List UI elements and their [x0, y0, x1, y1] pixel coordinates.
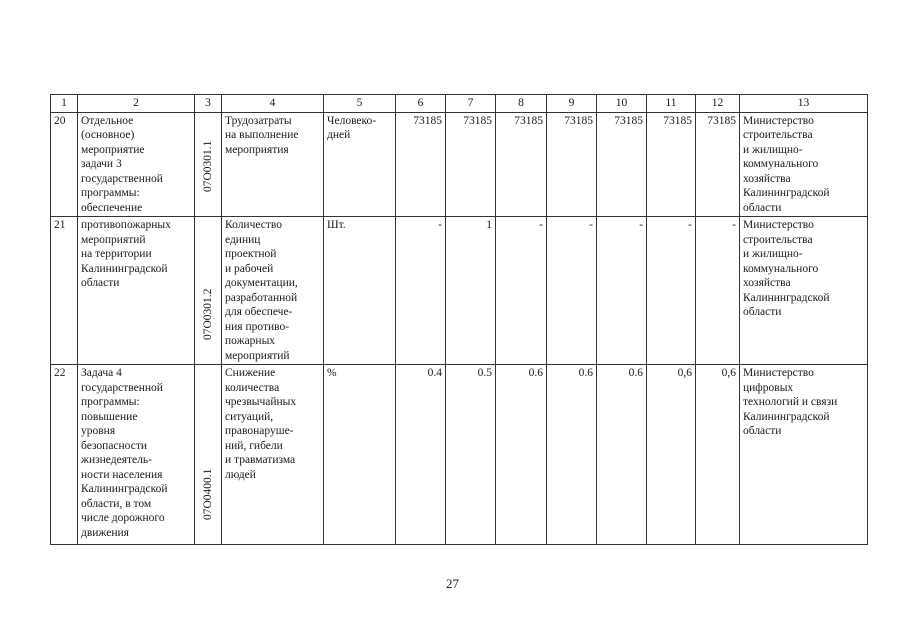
header-row	[51, 95, 868, 113]
header-cell: 7	[446, 95, 496, 113]
value-cell: -	[696, 217, 740, 365]
header-cell: 8	[496, 95, 547, 113]
header-cell: 6	[396, 95, 446, 113]
unit-cell: Шт.	[324, 217, 396, 365]
value-cell: 0.6	[597, 365, 647, 545]
value-cell: 73185	[647, 112, 696, 217]
code-cell	[195, 217, 222, 365]
value-cell: 73185	[547, 112, 597, 217]
header-cell: 10	[597, 95, 647, 113]
activity-cell: противопожарных мероприятий на территории Калининградской области	[78, 217, 195, 365]
budget-code: 07О0301.1	[201, 140, 214, 192]
indicator-cell: Трудозатраты на выполнение мероприятия	[222, 112, 324, 217]
unit-cell: Человеко- дней	[324, 112, 396, 217]
value-cell: 0.4	[396, 365, 446, 545]
row-number: 21	[51, 217, 78, 365]
value-cell: 0.6	[547, 365, 597, 545]
responsible-cell: Министерство цифровых технологий и связи Калининградской области	[740, 365, 868, 545]
responsible-cell: Министерство строительства и жилищно- коммунального хозяйства Калининградской области	[740, 217, 868, 365]
page-number: 27	[446, 576, 459, 591]
value-cell: 73185	[396, 112, 446, 217]
unit-cell: %	[324, 365, 396, 545]
activity-cell: Задача 4 государственной программы: повышение уровня безопасности жизнедеятель- ности населения Калининградской области, в том числе дорожного движения	[78, 365, 195, 545]
table-row	[51, 365, 868, 545]
value-cell: 0.6	[496, 365, 547, 545]
value-cell: 1	[446, 217, 496, 365]
value-cell: 0,6	[696, 365, 740, 545]
header-cell: 11	[647, 95, 696, 113]
value-cell: 0.5	[446, 365, 496, 545]
value-cell: -	[496, 217, 547, 365]
responsible-cell: Министерство строительства и жилищно- коммунального хозяйства Калининградской области	[740, 112, 868, 217]
header-cell: 4	[222, 95, 324, 113]
value-cell: 73185	[696, 112, 740, 217]
header-cell: 5	[324, 95, 396, 113]
value-cell: 73185	[496, 112, 547, 217]
header-cell: 3	[195, 95, 222, 113]
row-number: 20	[51, 112, 78, 217]
value-cell: -	[396, 217, 446, 365]
row-number: 22	[51, 365, 78, 545]
header-cell: 2	[78, 95, 195, 113]
value-cell: -	[547, 217, 597, 365]
code-cell	[195, 365, 222, 545]
indicator-cell: Снижение количества чрезвычайных ситуаций, правонаруше- ний, гибели и травматизма людей	[222, 365, 324, 545]
header-cell: 9	[547, 95, 597, 113]
value-cell: -	[597, 217, 647, 365]
budget-code: 07О0301.2	[201, 288, 214, 340]
code-cell	[195, 112, 222, 217]
header-cell: 13	[740, 95, 868, 113]
indicator-cell: Количество единиц проектной и рабочей документации, разработанной для обеспече- ния противо- пожарных мероприятий	[222, 217, 324, 365]
table-row	[51, 217, 868, 365]
activity-cell: Отдельное (основное) мероприятие задачи 3 государственной программы: обеспечение	[78, 112, 195, 217]
table-row	[51, 112, 868, 217]
header-cell: 1	[51, 95, 78, 113]
value-cell: 0,6	[647, 365, 696, 545]
value-cell: 73185	[597, 112, 647, 217]
value-cell: 73185	[446, 112, 496, 217]
header-cell: 12	[696, 95, 740, 113]
budget-code: 07О0400.1	[201, 468, 214, 520]
program-indicators-table	[50, 94, 868, 545]
value-cell: -	[647, 217, 696, 365]
